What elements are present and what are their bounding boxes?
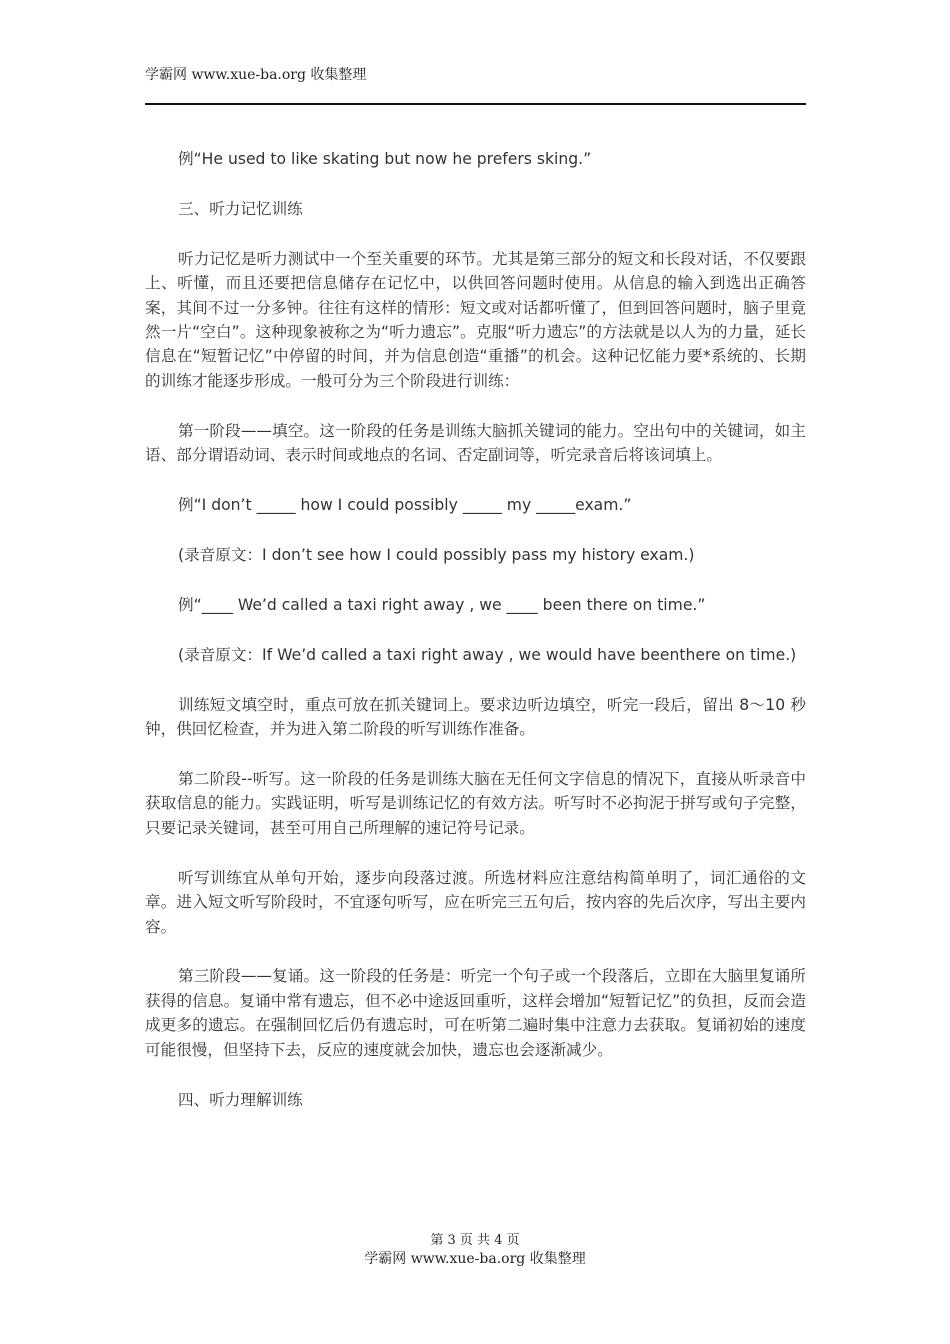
paragraph-stage-two-dictation: 第二阶段--听写。这一阶段的任务是训练大脑在无任何文字信息的情况下，直接从听录音中获取信息的能力。实践证明，听写是训练记忆的有效方法。听写时不必拘泥于拼写或句子完整，只要记录关键词，甚至可用自己所理解的速记符号记录。 [145, 770, 806, 837]
page-footer: 学霸网 www.xue-ba.org 收集整理 [364, 1251, 586, 1267]
paragraph-listening-memory-intro: 听力记忆是听力测试中一个至关重要的环节。尤其是第三部分的短文和长段对话，不仅要跟上、听懂，而且还要把信息储存在记忆中，以供回答问题时使用。从信息的输入到选出正确答案，其间不过一分多钟。往往有这样的情形：短文或对话都听懂了，但到回答问题时，脑子里竟然一片“空白”。这种现象被称之为“听力遗忘”。克服“听力遗忘”的方法就是以人为的力量，延长信息在“短暂记忆”中停留的时间，并为信息创造“重播”的机会。这种记忆能力要*系统的、长期的训练才能逐步形成。一般可分为三个阶段进行训练： [145, 249, 806, 390]
page-header: 学霸网 www.xue-ba.org 收集整理 [145, 67, 367, 83]
example-sentence: 例“He used to like skating but now he prefers sking.” [178, 150, 592, 168]
example-fill-blank-1: 例“I don’t _____ how I could possibly _____ my _____exam.” [178, 496, 632, 515]
recording-original-1: (录音原文：I don’t see how I could possibly pass my history exam.) [178, 545, 695, 564]
paragraph-dictation-training: 听写训练宜从单句开始，逐步向段落过渡。所选材料应注意结构简单明了，词汇通俗的文章。进入短文听写阶段时，不宜逐句听写，应在听完三五句后，按内容的先后次序，写出主要内容。 [145, 868, 806, 936]
example-fill-blank-2: 例“____ We’d called a taxi right away , we ____ been there on time.” [178, 595, 706, 614]
paragraph-short-text-fill: 训练短文填空时，重点可放在抓关键词上。要求边听边填空，听完一段后，留出 8～10 秒钟，供回忆检查，并为进入第二阶段的听写训练作准备。 [145, 695, 806, 739]
document-body [145, 147, 806, 1137]
paragraph-stage-one-fill-blank: 第一阶段——填空。这一阶段的任务是训练大脑抓关键词的能力。空出句中的关键词，如主语、部分谓语动词、表示时间或地点的名词、否定副词等，听完录音后将该词填上。 [145, 421, 806, 465]
paragraph-stage-three-recitation: 第三阶段——复诵。这一阶段的任务是：听完一个句子或一个段落后，立即在大脑里复诵所获得的信息。复诵中常有遗忘，但不必中途返回重听，这样会增加“短暂记忆”的负担，反而会造成更多的遗忘。在强制回忆后仍有遗忘时，可在听第二遍时集中注意力去获取。复诵初始的速度可能很慢，但坚持下去，反应的速度就会加快，遗忘也会逐渐减少。 [145, 967, 806, 1059]
header-divider [145, 103, 806, 105]
page-number: 第 3 页 共 4 页 [430, 1233, 520, 1248]
section-heading-listening-comprehension: 四、听力理解训练 [178, 1090, 303, 1109]
recording-original-2: (录音原文：If We’d called a taxi right away , we would have beenthere on time.) [178, 645, 797, 664]
section-heading-listening-memory: 三、听力记忆训练 [178, 199, 303, 218]
